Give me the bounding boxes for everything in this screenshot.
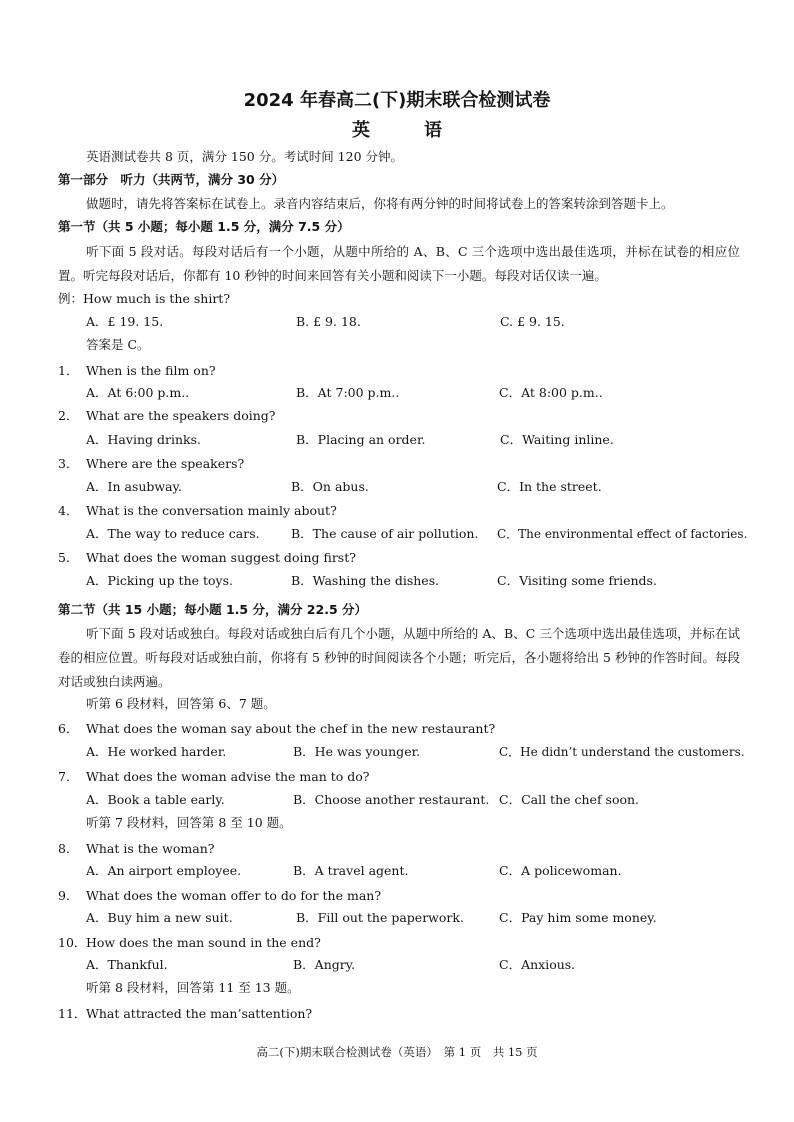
question-number: 4．	[58, 503, 79, 518]
example-option-b: B. £ 9. 18.	[296, 314, 361, 329]
option-c: C．Waiting inline.	[500, 432, 614, 447]
question-text: What does the woman say about the chef in the new restaurant?	[86, 721, 496, 736]
option-c: C．Pay him some money.	[499, 910, 657, 925]
option-a: A．At 6:00 p.m..	[86, 385, 190, 400]
option-b: B．On abus.	[291, 479, 369, 494]
question-number: 8．	[58, 841, 79, 856]
option-a: A．An airport employee.	[86, 863, 242, 878]
subject-title: 英 语	[352, 120, 460, 141]
option-b: B．He was younger.	[293, 744, 421, 759]
option-b: B．Choose another restaurant.	[293, 792, 490, 807]
question-number: 9．	[58, 888, 79, 903]
section2-instruction: 听下面 5 段对话或独白。每段对话或独白后有几个小题，从题中所给的 A、B、C 三个选项中选出最佳选项，并标在试卷的相应位置。听每段对话或独白前，你将有 5 秒钟的时间阅读各个小题；听完后，各小题将给出 5 秒钟的作答时间。每段对话或独白读两遍。	[58, 626, 740, 689]
question-text: What attracted the man’sattention?	[86, 1006, 313, 1021]
question-text: What is the woman?	[86, 841, 215, 856]
part1-heading: 第一部分 听力（共两节，满分 30 分）	[58, 172, 285, 187]
question-number: 3．	[58, 456, 79, 471]
material-8-note: 听第 8 段材料，回答第 11 至 13 题。	[86, 980, 300, 995]
example-option-a: A．£ 19. 15.	[86, 314, 164, 329]
example-question: 例：How much is the shirt?	[58, 291, 231, 306]
option-b: B．At 7:00 p.m..	[296, 385, 400, 400]
exam-intro: 英语测试卷共 8 页，满分 150 分。考试时间 120 分钟。	[86, 149, 404, 164]
material-7-note: 听第 7 段材料，回答第 8 至 10 题。	[86, 815, 292, 830]
question-number: 1．	[58, 363, 79, 378]
question-text: What does the woman offer to do for the man?	[86, 888, 382, 903]
option-c: C．Call the chef soon.	[499, 792, 640, 807]
question-text: What does the woman advise the man to do?	[86, 769, 370, 784]
question-text: What is the conversation mainly about?	[86, 503, 337, 518]
question-number: 5．	[58, 550, 79, 565]
question-number: 10．	[58, 935, 87, 950]
option-b: B．The cause of air pollution.	[291, 526, 479, 541]
option-c: C．He didn’t understand the customers.	[499, 745, 745, 759]
page-footer: 高二(下)期末联合检测试卷（英语） 第 1 页 共 15 页	[256, 1045, 538, 1059]
question-number: 7．	[58, 769, 79, 784]
question-text: What are the speakers doing?	[86, 408, 276, 423]
material-6-note: 听第 6 段材料，回答第 6、7 题。	[86, 696, 276, 711]
option-c: C．Anxious.	[499, 957, 576, 972]
option-a: A．Buy him a new suit.	[86, 910, 233, 925]
option-c: C．Visiting some friends.	[497, 573, 657, 588]
question-text: How does the man sound in the end?	[86, 935, 321, 950]
option-c: C．At 8:00 p.m..	[499, 385, 603, 400]
option-c: C．In the street.	[497, 479, 602, 494]
exam-title: 2024 年春高二(下)期末联合检测试卷	[243, 90, 551, 111]
option-b: B．Washing the dishes.	[291, 573, 440, 588]
option-a: A．He worked harder.	[86, 744, 227, 759]
option-c: C．A policewoman.	[499, 863, 622, 878]
part1-instruction: 做题时，请先将答案标在试卷上。录音内容结束后，你将有两分钟的时间将试卷上的答案转涂到答题卡上。	[86, 196, 674, 211]
section1-instruction: 听下面 5 段对话。每段对话后有一个小题，从题中所给的 A、B、C 三个选项中选出最佳选项，并标在试卷的相应位置。听完每段对话后，你都有 10 秒钟的时间来回答有关小题和阅读下一小题。每段对话仅读一遍。	[58, 244, 740, 283]
option-b: B．A travel agent.	[293, 863, 409, 878]
example-option-c: C. £ 9. 15.	[500, 314, 565, 329]
question-text: Where are the speakers?	[86, 456, 245, 471]
question-number: 6．	[58, 721, 79, 736]
question-number: 11．	[58, 1006, 87, 1021]
option-a: A．The way to reduce cars.	[86, 526, 260, 541]
option-a: A．Picking up the toys.	[86, 573, 234, 588]
option-c: C．The environmental effect of factories.	[497, 527, 748, 541]
section2-heading: 第二节（共 15 小题；每小题 1.5 分，满分 22.5 分）	[58, 602, 367, 617]
option-a: A．Thankful.	[86, 957, 168, 972]
option-a: A．Having drinks.	[86, 432, 201, 447]
section1-heading: 第一节（共 5 小题；每小题 1.5 分，满分 7.5 分）	[58, 219, 350, 234]
option-a: A．In asubway.	[86, 479, 182, 494]
option-a: A．Book a table early.	[86, 792, 225, 807]
example-answer: 答案是 C。	[86, 337, 150, 352]
option-b: B．Angry.	[293, 957, 356, 972]
option-b: B．Placing an order.	[296, 432, 426, 447]
question-text: When is the film on?	[86, 363, 216, 378]
question-number: 2．	[58, 408, 79, 423]
option-b: B．Fill out the paperwork.	[296, 910, 464, 925]
question-text: What does the woman suggest doing first?	[86, 550, 356, 565]
